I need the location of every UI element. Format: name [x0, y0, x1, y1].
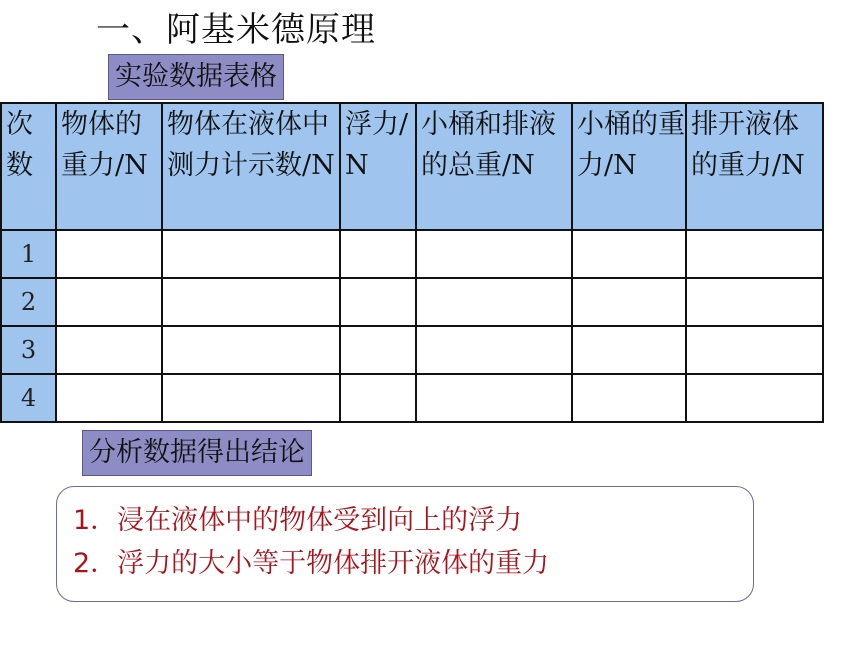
table-row — [1, 374, 823, 422]
row-number: 1 — [1, 230, 56, 278]
table-cell — [340, 230, 416, 278]
table-row — [1, 278, 823, 326]
table-cell — [572, 326, 686, 374]
table-cell — [686, 230, 823, 278]
table-cell — [416, 326, 572, 374]
conclusion-item: 1．浸在液体中的物体受到向上的浮力 — [73, 505, 523, 536]
table-cell — [416, 278, 572, 326]
table-cell — [686, 326, 823, 374]
table-row — [1, 230, 823, 278]
table-cell — [416, 374, 572, 422]
table-label: 实验数据表格 — [108, 54, 284, 100]
table-cell — [686, 374, 823, 422]
conclusion-box — [56, 486, 754, 602]
table-cell — [162, 374, 340, 422]
analysis-label: 分析数据得出结论 — [82, 430, 312, 476]
table-row — [1, 326, 823, 374]
row-number: 3 — [1, 326, 56, 374]
table-cell — [686, 278, 823, 326]
table-cell — [56, 326, 162, 374]
header-bucket-weight: 小桶的重力/N — [572, 103, 686, 230]
table-cell — [56, 230, 162, 278]
data-table — [0, 102, 824, 423]
table-cell — [572, 230, 686, 278]
table-cell — [162, 326, 340, 374]
header-bucket-total-weight: 小桶和排液的总重/N — [416, 103, 572, 230]
header-count: 次数 — [1, 103, 56, 230]
page-title: 一、阿基米德原理 — [96, 10, 376, 50]
table-cell — [340, 374, 416, 422]
table-cell — [340, 278, 416, 326]
conclusion-item: 2．浮力的大小等于物体排开液体的重力 — [73, 548, 550, 579]
header-object-weight: 物体的重力/N — [56, 103, 162, 230]
header-scale-reading: 物体在液体中测力计示数/N — [162, 103, 340, 230]
table-cell — [162, 230, 340, 278]
table-cell — [56, 374, 162, 422]
table-cell — [162, 278, 340, 326]
table-header-row — [1, 103, 823, 230]
table-cell — [416, 230, 572, 278]
row-number: 2 — [1, 278, 56, 326]
header-displaced-weight: 排开液体的重力/N — [686, 103, 823, 230]
table-cell — [340, 326, 416, 374]
table-cell — [56, 278, 162, 326]
table-cell — [572, 374, 686, 422]
header-buoyancy: 浮力/N — [340, 103, 416, 230]
row-number: 4 — [1, 374, 56, 422]
table-cell — [572, 278, 686, 326]
